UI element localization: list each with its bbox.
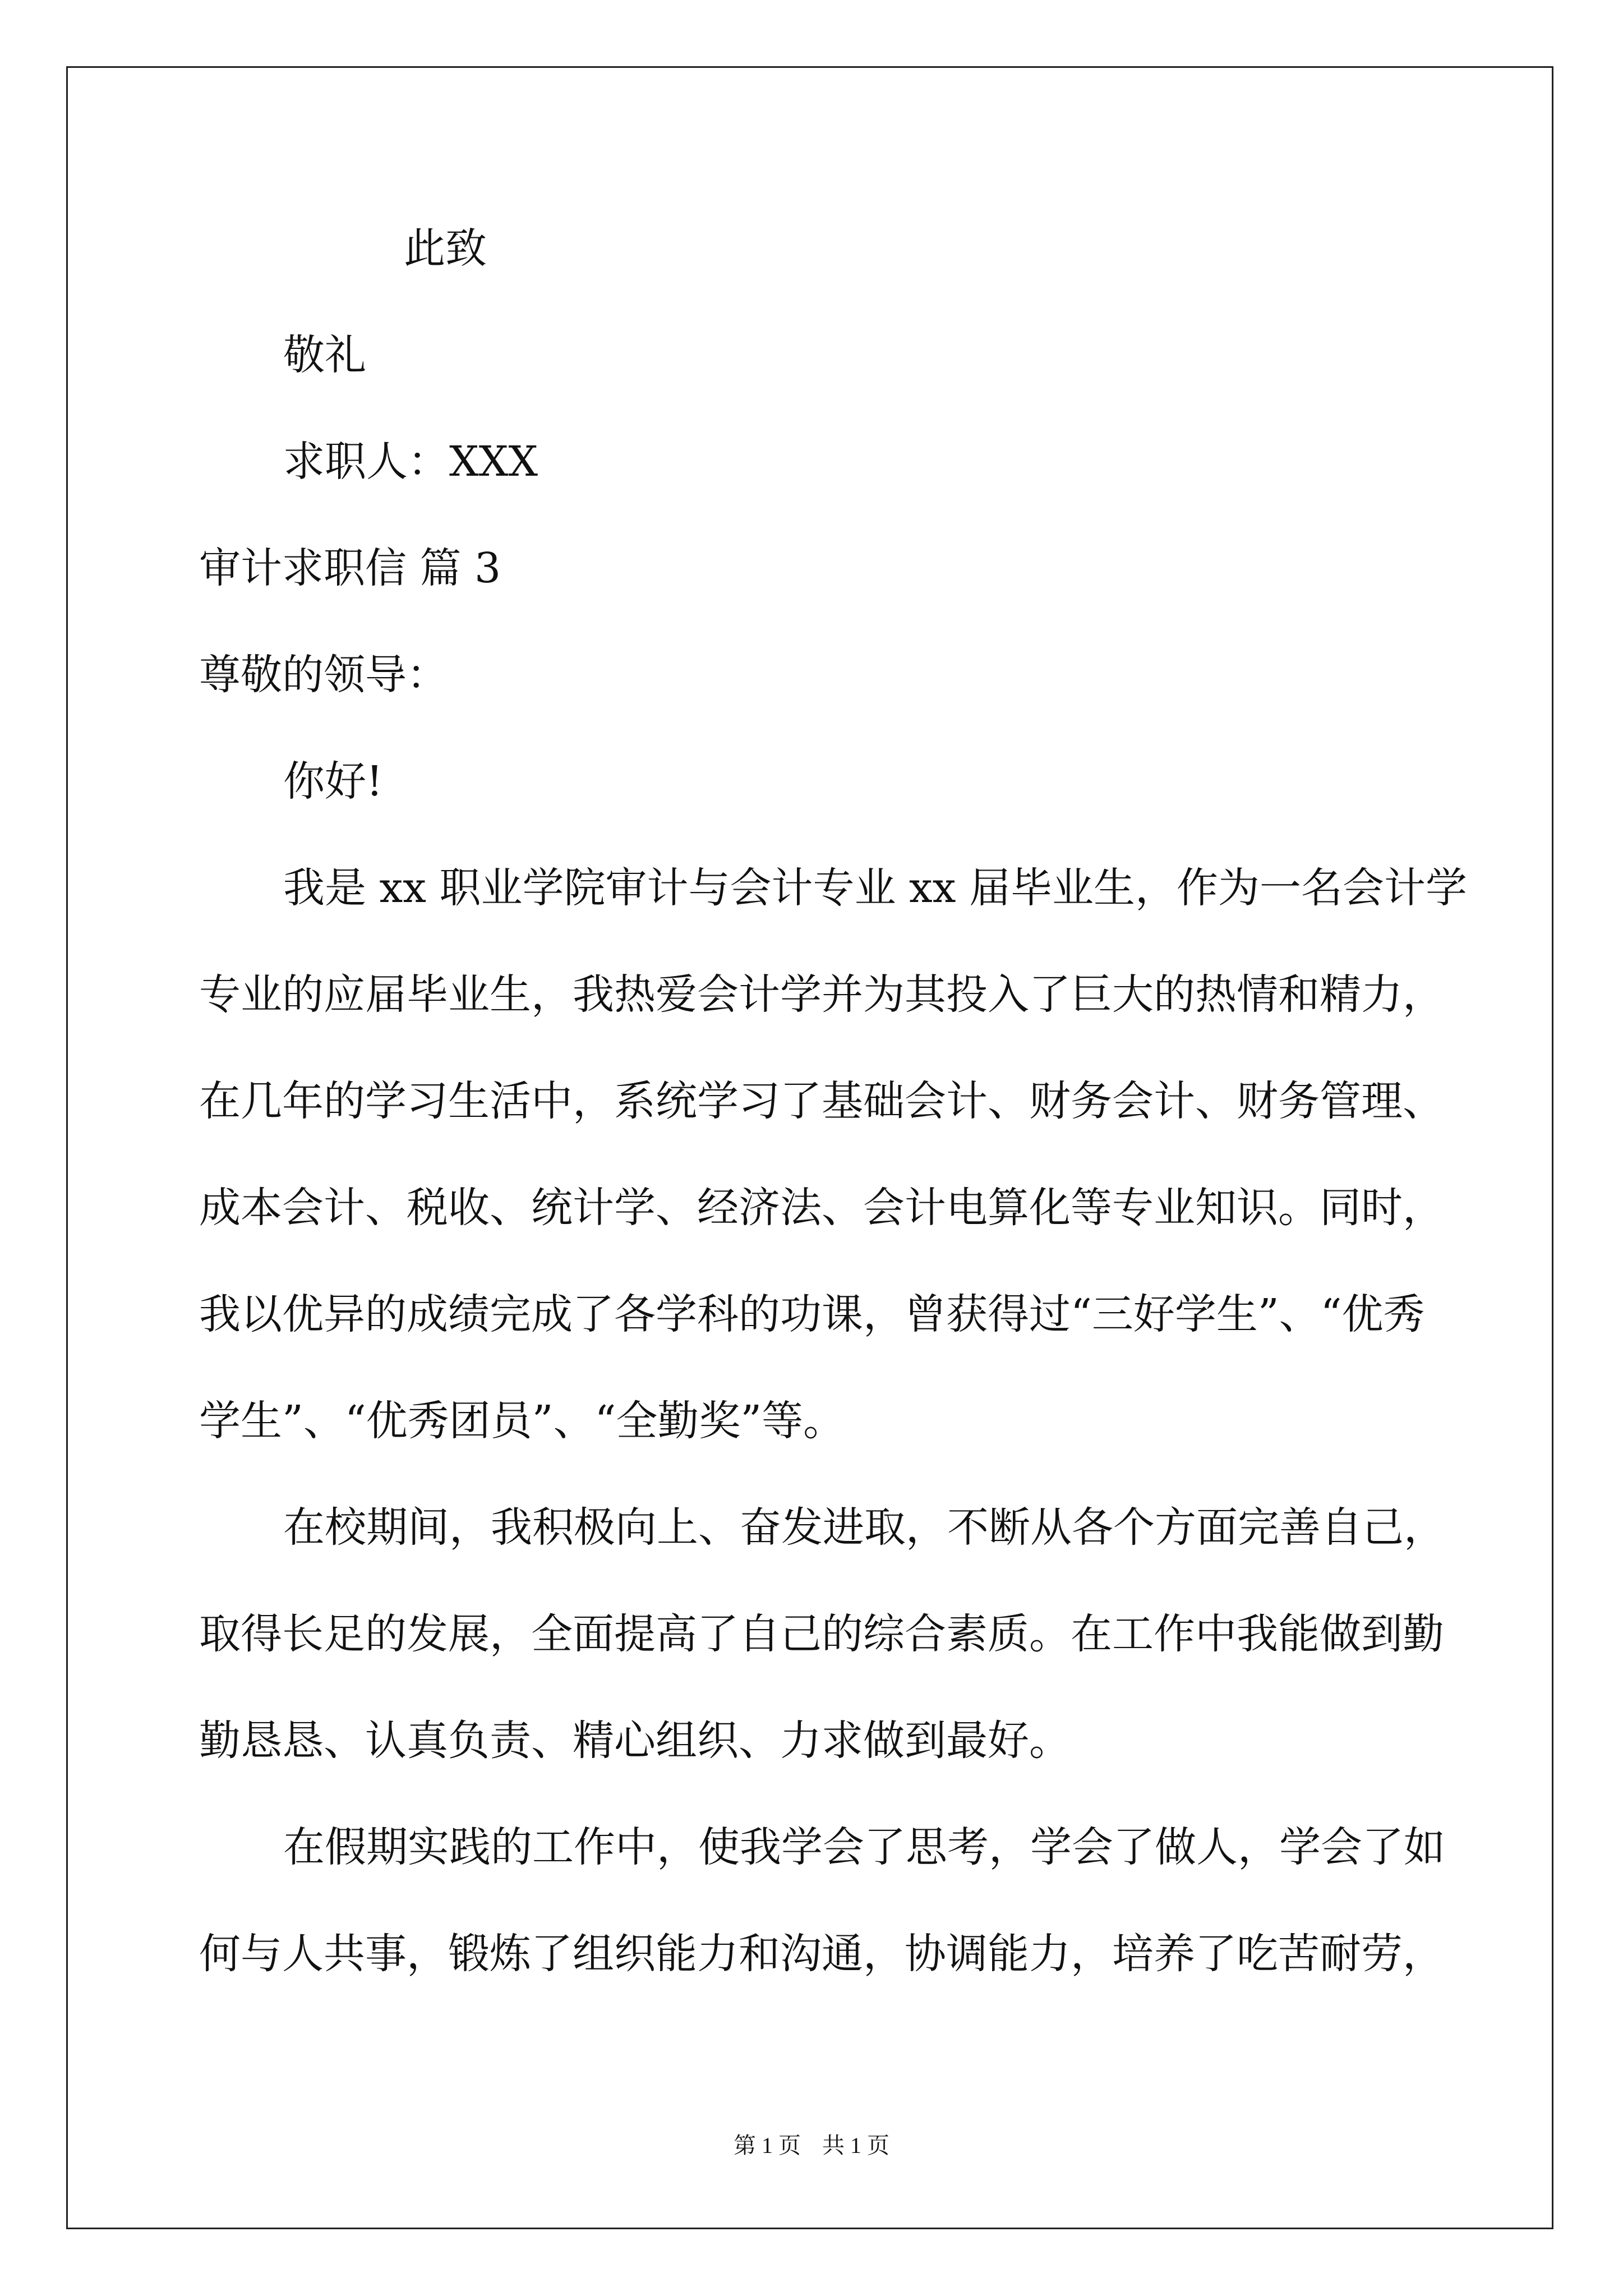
page-number: 第 1 页: [734, 2133, 801, 2158]
closing-signature: 求职人：XXX: [283, 438, 538, 486]
letter-hello: 你好!: [283, 757, 383, 806]
page-footer: [0, 2128, 1623, 2160]
paragraph-3-line-1: 在假期实践的工作中，使我学会了思考，学会了做人，学会了如: [283, 1823, 1445, 1871]
page-border: [66, 66, 1553, 2229]
paragraph-1-line-6: 学生”、“优秀团员”、“全勤奖”等。: [199, 1397, 845, 1445]
section-heading: 审计求职信 篇 3: [199, 544, 501, 592]
closing-regards: 敬礼: [283, 331, 366, 379]
paragraph-1-line-5: 我以优异的成绩完成了各学科的功课，曾获得过“三好学生”、“优秀: [199, 1290, 1425, 1338]
paragraph-1-line-4: 成本会计、税收、统计学、经济法、会计电算化等专业知识。同时，: [199, 1184, 1444, 1232]
page-total: 共 1 页: [822, 2133, 889, 2158]
paragraph-2-line-3: 勤恳恳、认真负责、精心组织、力求做到最好。: [199, 1717, 1071, 1765]
paragraph-2-line-1: 在校期间，我积极向上、奋发进取，不断从各个方面完善自己，: [283, 1503, 1445, 1552]
closing-salutation: 此致: [404, 224, 487, 273]
paragraph-2-line-2: 取得长足的发展，全面提高了自己的综合素质。在工作中我能做到勤: [199, 1610, 1444, 1658]
letter-greeting: 尊敬的领导：: [199, 651, 448, 699]
paragraph-3-line-2: 何与人共事，锻炼了组织能力和沟通，协调能力，培养了吃苦耐劳，: [199, 1930, 1444, 1978]
paragraph-1-line-2: 专业的应届毕业生，我热爱会计学并为其投入了巨大的热情和精力，: [199, 970, 1444, 1019]
paragraph-1-line-3: 在几年的学习生活中，系统学习了基础会计、财务会计、财务管理、: [199, 1077, 1444, 1125]
paragraph-1-line-1: 我是 xx 职业学院审计与会计专业 xx 届毕业生，作为一名会计学: [283, 864, 1468, 912]
